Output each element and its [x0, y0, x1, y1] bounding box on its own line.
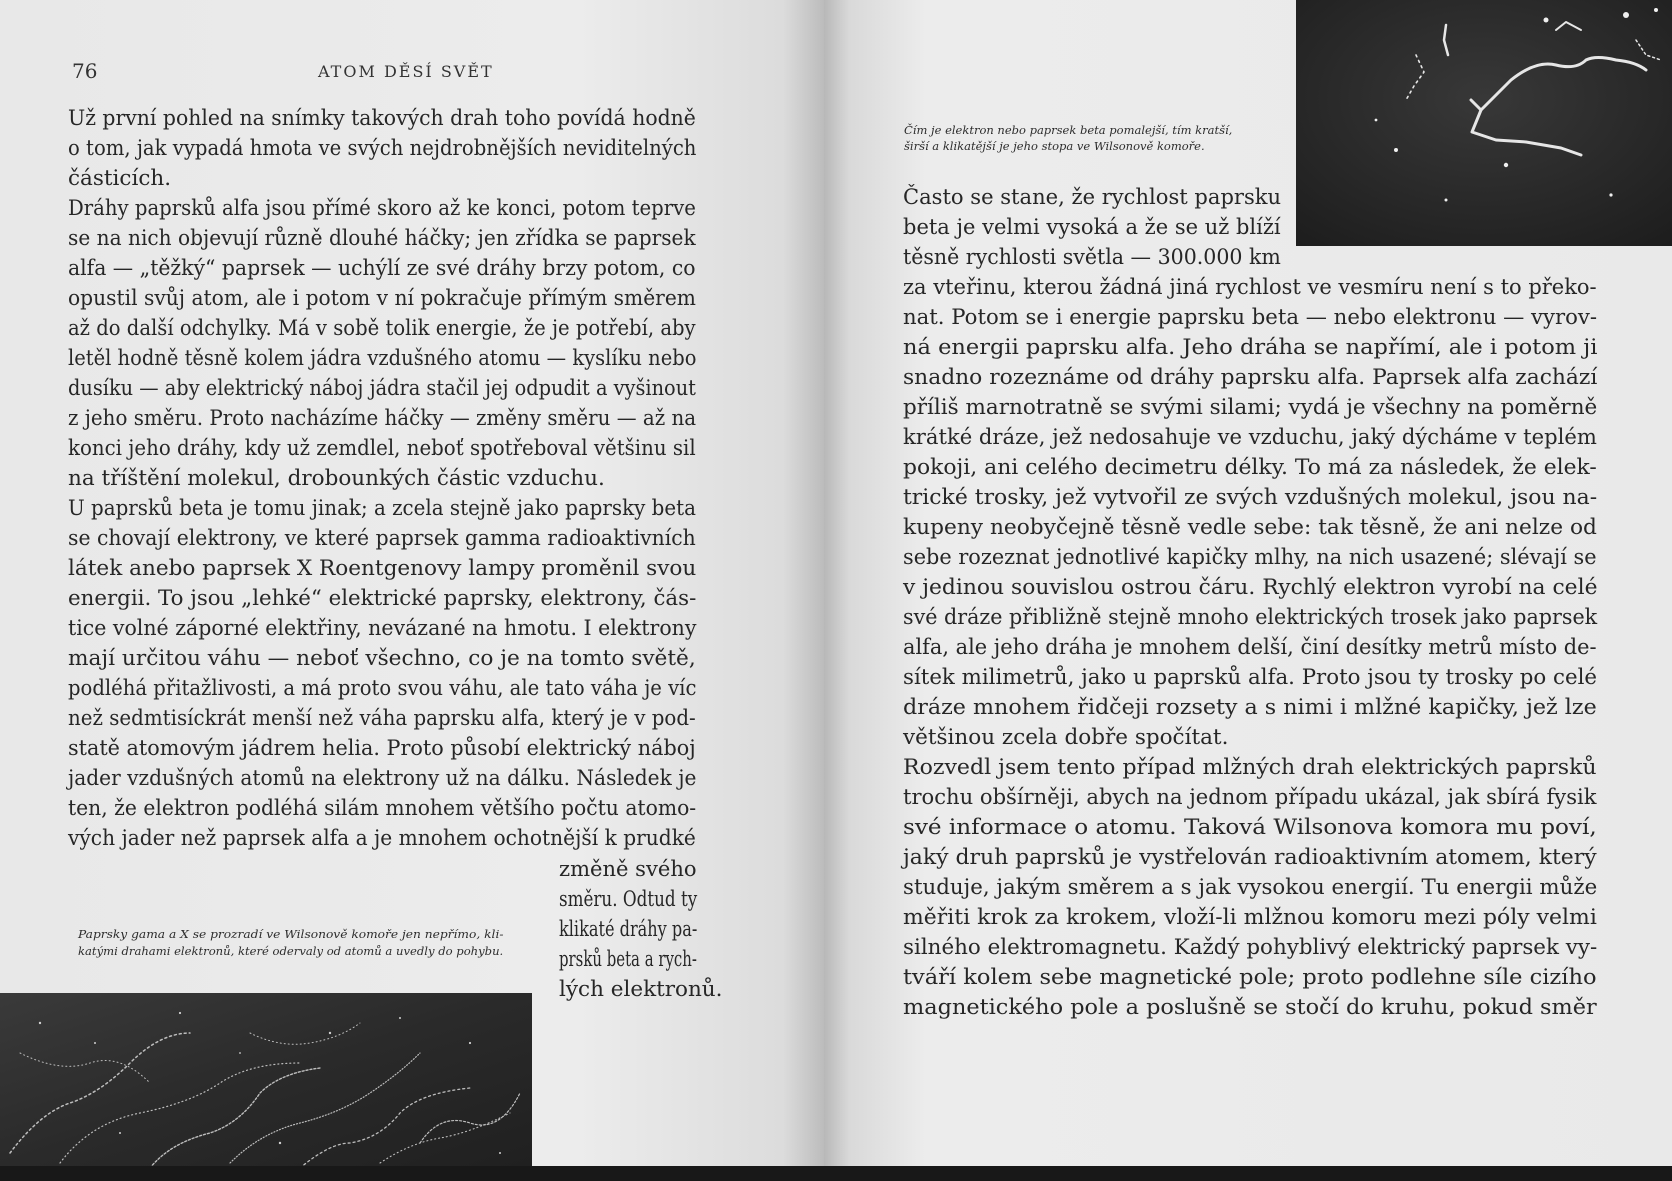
text-line: Dráhy paprsků alfa jsou přímé skoro až ke konci, potom teprve — [68, 196, 696, 221]
text-line: jader vzdušných atomů na elektrony už na dálku. Následek je — [68, 766, 697, 791]
text-line: tice volné záporné elektřiny, nevázané na hmotu. I elektrony — [68, 616, 697, 641]
text-line: opustil svůj atom, ale i potom v ní pokračuje přímým směrem — [68, 286, 696, 311]
text-line: statě atomovým jádrem helia. Proto působí elektrický náboj — [68, 736, 696, 761]
text-line: změně svého — [559, 857, 697, 882]
text-line: částicích. — [68, 166, 172, 191]
text-line: Často se stane, že rychlost paprsku — [903, 185, 1282, 210]
text-line: beta je velmi vysoká a že se už blíží — [903, 215, 1281, 240]
text-line: konci jeho dráhy, kdy už zemdlel, neboť spotřeboval většinu sil — [68, 436, 696, 461]
text-line: dráze mnohem řidčeji rozsety a s nimi i mlžné kapičky, jež lze — [903, 695, 1597, 720]
text-line: prsků beta a rych- — [559, 947, 697, 972]
caption-line: širší a klikatější je jeho stopa ve Wilsonově komoře. — [904, 139, 1205, 153]
text-line: se chovají elektrony, ve které paprsek gamma radioaktivních — [68, 526, 696, 551]
text-line: alfa, ale jeho dráha je mnohem delší, činí desítky metrů místo de- — [903, 635, 1597, 660]
caption-line: Paprsky gama a X se prozradí ve Wilsonově komoře jen nepřímo, kli- — [78, 927, 504, 941]
caption-line: katými drahami elektronů, které odervaly od atomů a uvedly do pohybu. — [78, 944, 504, 958]
right-page — [824, 0, 1672, 1181]
text-line: nat. Potom se i energie paprsku beta — nebo elektronu — vyrov- — [903, 305, 1597, 330]
text-line: měřiti krok za krokem, vloží-li mlžnou komoru mezi póly velmi — [903, 905, 1597, 930]
left-page — [0, 0, 824, 1181]
text-line: své informace o atomu. Taková Wilsonova komora mu poví, — [903, 815, 1597, 840]
text-line: příliš marnotratně se svými silami; vydá je všechny na poměrně — [903, 395, 1598, 420]
caption-line: Čím je elektron nebo paprsek beta pomalejší, tím kratší, — [904, 123, 1233, 137]
text-line: tváří kolem sebe magnetické pole; proto podlehne síle cizího — [903, 965, 1597, 990]
text-line: se na nich objevují různě dlouhé háčky; jen zřídka se paprsek — [68, 226, 696, 251]
scan-bottom-edge — [0, 1166, 1672, 1181]
text-line: trochu obšírněji, abych na jednom případu ukázal, jak sbírá fysik — [903, 785, 1597, 810]
text-line: Rozvedl jsem tento případ mlžných drah elektrických paprsků — [903, 755, 1597, 780]
text-line: své dráze přibližně stejně mnoho elektrických trosek jako paprsek — [903, 605, 1598, 630]
text-line: vých jader než paprsek alfa a je mnohem ochotnější k prudké — [68, 826, 696, 851]
text-line: jaký druh paprsků je vystřelován radioaktivním atomem, který — [903, 845, 1597, 870]
text-line: dusíku — aby elektrický náboj jádra stačil jej odpudit a vyšinout — [68, 376, 696, 401]
text-line: za vteřinu, kterou žádná jiná rychlost ve vesmíru není s to překo- — [903, 275, 1597, 300]
text-line: o tom, jak vypadá hmota ve svých nejdrobnějších neviditelných — [68, 136, 697, 161]
text-line: pokoji, ani celého decimetru délky. To má za následek, že elek- — [903, 455, 1597, 480]
text-line: lých elektronů. — [559, 977, 723, 1002]
text-line: krátké dráze, jež nedosahuje ve vzduchu, jaký dýcháme v teplém — [903, 425, 1597, 450]
page-number: 76 — [72, 59, 98, 83]
text-line: až do další odchylky. Má v sobě tolik energie, že je potřebí, aby — [68, 316, 696, 341]
text-line: magnetického pole a poslušně se stočí do kruhu, pokud směr — [903, 995, 1597, 1020]
text-line: silného elektromagnetu. Každý pohyblivý elektrický paprsek vy- — [903, 935, 1598, 960]
text-line: klikaté dráhy pa- — [559, 917, 698, 942]
text-line: těsně rychlosti světla — 300.000 km — [903, 245, 1281, 270]
text-line: než sedmtisíckrát menší než váha paprsku alfa, který je v pod- — [68, 706, 696, 731]
text-line: kupeny neobyčejně těsně vedle sebe: tak těsně, že ani nelze od — [903, 515, 1597, 540]
text-line: studuje, jakým směrem a s jak vysokou energií. Tu energii může — [903, 875, 1598, 900]
text-line: letěl hodně těsně kolem jádra vzdušného atomu — kyslíku nebo — [68, 346, 697, 371]
text-line: směru. Odtud ty — [559, 887, 698, 912]
cloud-chamber-photo-gamma — [0, 993, 532, 1168]
text-line: trické trosky, jež vytvořil ze svých vzdušných molekul, jsou na- — [903, 485, 1598, 510]
text-line: mají určitou váhu — neboť všechno, co je na tomto světě, — [68, 646, 696, 671]
text-line: ná energii paprsku alfa. Jeho dráha se napřímí, ale i potom ji — [903, 335, 1598, 360]
text-line: snadno rozeznáme od dráhy paprsku alfa. Paprsek alfa zachází — [903, 365, 1598, 390]
text-line: Už první pohled na snímky takových drah toho povídá hodně — [68, 106, 696, 131]
text-line: látek anebo paprsek X Roentgenovy lampy proměnil svou — [68, 556, 697, 581]
text-line: ten, že elektron podléhá silám mnohem většího počtu atomo- — [68, 796, 697, 821]
text-line: z jeho směru. Proto nacházíme háčky — změny směru — až na — [68, 406, 697, 431]
text-line: alfa — „těžký“ paprsek — uchýlí ze své dráhy brzy potom, co — [68, 256, 696, 281]
text-line: U paprsků beta je tomu jinak; a zcela stejně jako paprsky beta — [68, 496, 696, 521]
text-line: energii. To jsou „lehké“ elektrické paprsky, elektrony, čás- — [68, 586, 697, 611]
text-line: většinou zcela dobře spočítat. — [903, 725, 1229, 750]
text-line: sítek milimetrů, jako u paprsků alfa. Proto jsou ty trosky po celé — [903, 665, 1598, 690]
text-line: na tříštění molekul, drobounkých částic vzduchu. — [68, 466, 605, 491]
text-line: sebe rozeznat jednotlivé kapičky mlhy, na nich usazené; slévají se — [903, 545, 1597, 570]
cloud-chamber-photo-beta — [1296, 0, 1672, 246]
text-line: v jedinou souvislou ostrou čáru. Rychlý elektron vyrobí na celé — [903, 575, 1598, 600]
text-line: podléhá přitažlivosti, a má proto svou váhu, ale tato váha je víc — [68, 676, 697, 701]
running-head: ATOM DĚSÍ SVĚT — [318, 62, 494, 81]
